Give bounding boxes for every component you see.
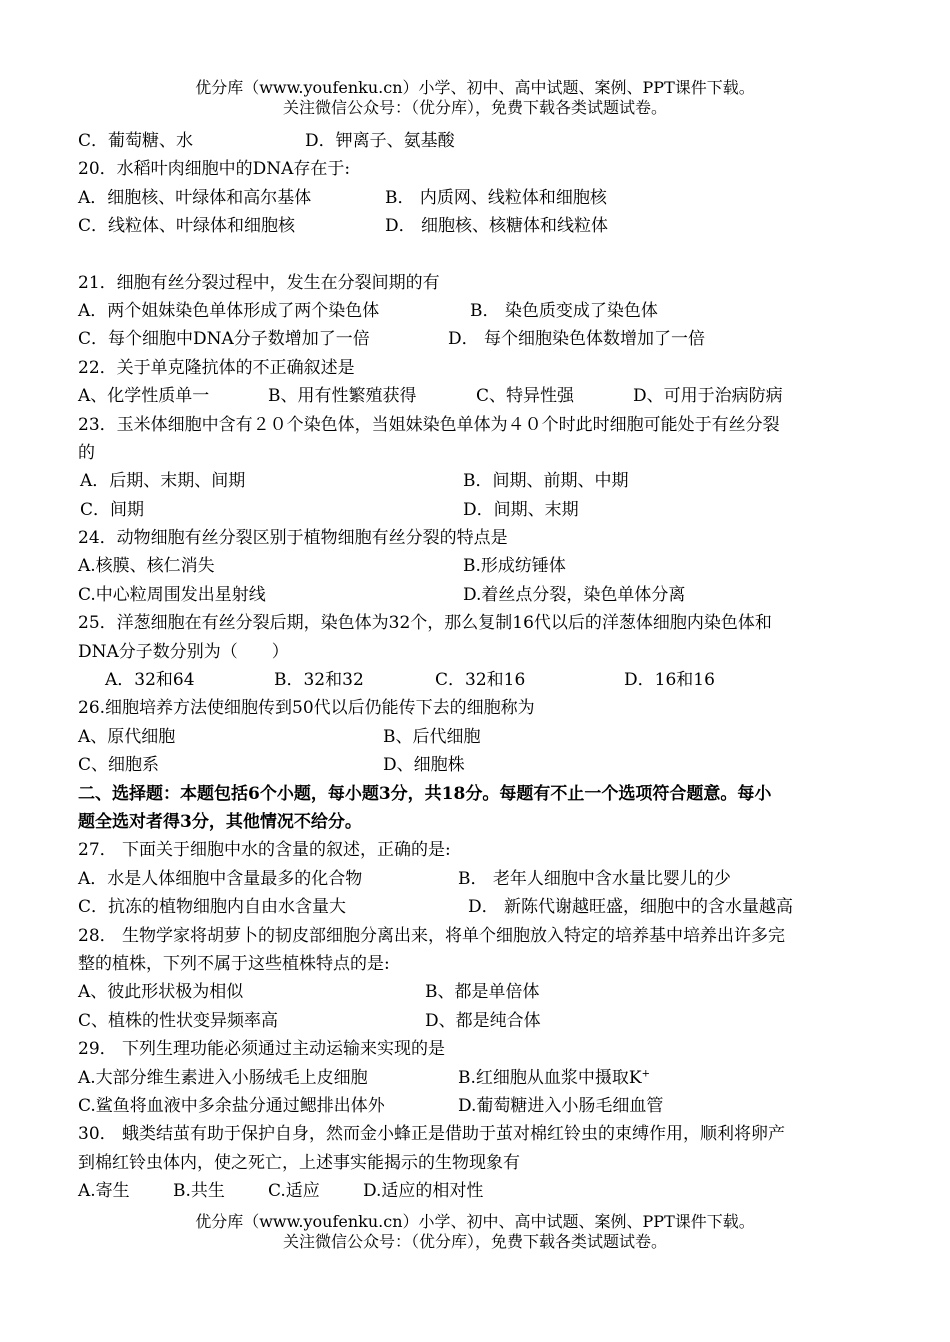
option-b: B．32和32 — [274, 670, 364, 691]
question-28-stem-line-1: 28． 生物学家将胡萝卜的韧皮部细胞分离出来，将单个细胞放入特定的培养基中培养出许多完 — [78, 925, 786, 946]
option-c: C、细胞系 — [78, 755, 160, 776]
question-25-stem-line-1: 25．洋葱细胞在有丝分裂后期，染色体为32个，那么复制16代以后的洋葱体细胞内染色体和 — [78, 613, 772, 634]
question-30-stem-line-1: 30． 蛾类结茧有助于保护自身，然而金小蜂正是借助于茧对棉红铃虫的束缚作用，顺利将卵产 — [78, 1124, 786, 1145]
option-b: B．间期、前期、中期 — [463, 471, 629, 492]
question-20-options-cd — [78, 212, 878, 240]
question-27-options-ab — [78, 865, 878, 893]
question-26-options-cd — [78, 751, 878, 779]
question-26-stem: 26.细胞培养方法使细胞传到50代以后仍能传下去的细胞称为 — [78, 698, 535, 719]
option-c: C.中心粒周围发出星射线 — [78, 584, 266, 605]
option-b — [458, 1064, 650, 1092]
option-c: C．每个细胞中DNA分子数增加了一倍 — [78, 329, 370, 350]
option-d: D． 每个细胞染色体数增加了一倍 — [448, 329, 706, 350]
option-c: C.鲨鱼将血液中多余盐分通过鳃排出体外 — [78, 1095, 385, 1116]
option-b: B． 老年人细胞中含水量比婴儿的少 — [458, 868, 731, 889]
option-d: D.着丝点分裂，染色单体分离 — [463, 584, 686, 605]
question-23-options-cd — [78, 496, 878, 524]
question-28-options-ab — [78, 978, 878, 1006]
header-line-1: 优分库（www.youfenku.cn）小学、初中、高中试题、案例、PPT课件下载。 — [195, 78, 755, 97]
option-a: A、化学性质单一 — [78, 386, 210, 407]
question-25-options — [78, 666, 878, 694]
option-a: A．两个姐妹染色单体形成了两个染色体 — [78, 300, 380, 321]
option-b: B、都是单倍体 — [425, 982, 540, 1003]
question-25-stem-line-2: DNA分子数分别为（ ） — [78, 641, 289, 662]
header-line-2: 关注微信公众号：（优分库），免费下载各类试题试卷。 — [282, 98, 667, 117]
option-d: D．钾离子、氨基酸 — [305, 131, 455, 151]
footer-line-1: 优分库（www.youfenku.cn）小学、初中、高中试题、案例、PPT课件下载。 — [195, 1212, 755, 1231]
option-a: A、彼此形状极为相似 — [78, 982, 244, 1003]
option-d: D、可用于治病防病 — [633, 386, 783, 407]
option-c: C．抗冻的植物细胞内自由水含量大 — [78, 897, 347, 918]
option-c: C、植株的性状变异频率高 — [78, 1010, 279, 1031]
question-23-stem-line-2: 的 — [78, 442, 95, 463]
question-21-stem: 21．细胞有丝分裂过程中，发生在分裂间期的有 — [78, 272, 440, 293]
superscript-plus: + — [641, 1067, 650, 1079]
option-b: B、用有性繁殖获得 — [268, 386, 417, 407]
question-19-options — [78, 127, 878, 155]
question-21-options-cd — [78, 325, 878, 353]
question-28-options-cd — [78, 1007, 878, 1035]
option-c: C．32和16 — [435, 670, 526, 691]
question-23-stem-line-1: 23．玉米体细胞中含有２０个染色体，当姐妹染色单体为４０个时此时细胞可能处于有丝分裂 — [78, 414, 780, 435]
footer-line-2: 关注微信公众号：（优分库），免费下载各类试题试卷。 — [282, 1232, 667, 1251]
option-c: C．线粒体、叶绿体和细胞核 — [78, 216, 296, 237]
question-22-stem: 22．关于单克隆抗体的不正确叙述是 — [78, 357, 355, 378]
option-a: A.寄生 — [78, 1181, 130, 1202]
question-22-options — [78, 382, 878, 410]
exam-content — [78, 127, 878, 1205]
option-d: D． 新陈代谢越旺盛，细胞中的含水量越高 — [468, 897, 794, 918]
question-20-stem: 20．水稻叶肉细胞中的DNA存在于: — [78, 159, 351, 180]
option-d: D、都是纯合体 — [425, 1010, 541, 1031]
option-a: A.核膜、核仁消失 — [78, 556, 215, 577]
question-27-options-cd — [78, 893, 878, 921]
question-30-options — [78, 1177, 878, 1205]
option-a: A．水是人体细胞中含量最多的化合物 — [78, 868, 363, 889]
option-a: A．后期、末期、间期 — [80, 471, 246, 492]
question-29-options-ab — [78, 1064, 878, 1092]
option-d: D． 细胞核、核糖体和线粒体 — [385, 216, 609, 237]
option-c: C.适应 — [268, 1181, 320, 1202]
option-a: A.大部分维生素进入小肠绒毛上皮细胞 — [78, 1067, 368, 1088]
option-b-text: B.红细胞从血浆中摄取K — [458, 1067, 642, 1088]
question-28-stem-line-2: 整的植株，下列不属于这些植株特点的是: — [78, 953, 390, 974]
question-29-options-cd — [78, 1092, 878, 1120]
question-20-options-ab — [78, 184, 878, 212]
spacer — [78, 241, 878, 269]
question-21-options-ab — [78, 297, 878, 325]
page-footer — [0, 1212, 950, 1252]
question-30-stem-line-2: 到棉红铃虫体内，使之死亡，上述事实能揭示的生物现象有 — [78, 1152, 520, 1173]
section-2-title-line-2: 题全选对者得3分，其他情况不给分。 — [78, 811, 362, 832]
question-23-options-ab — [78, 467, 878, 495]
question-27-stem: 27． 下面关于细胞中水的含量的叙述，正确的是: — [78, 840, 451, 861]
option-c: C．间期 — [80, 499, 145, 520]
option-d: D．间期、末期 — [463, 499, 579, 520]
option-c: C、特异性强 — [476, 386, 575, 407]
option-d: D.葡萄糖进入小肠毛细血管 — [458, 1095, 664, 1116]
option-c: C．葡萄糖、水 — [78, 131, 194, 151]
page-header — [0, 78, 950, 118]
question-26-options-ab — [78, 723, 878, 751]
option-b: B、后代细胞 — [383, 726, 481, 747]
option-a: A．32和64 — [105, 670, 195, 691]
question-29-stem: 29． 下列生理功能必须通过主动运输来实现的是 — [78, 1039, 446, 1060]
option-a: A．细胞核、叶绿体和高尔基体 — [78, 187, 312, 208]
option-b: B.形成纺锤体 — [463, 556, 566, 577]
option-b: B． 内质网、线粒体和细胞核 — [385, 187, 607, 208]
section-2-title-line-1: 二、选择题：本题包括6个小题，每小题3分，共18分。每题有不止一个选项符合题意。每小 — [78, 783, 772, 804]
question-24-options-cd — [78, 581, 878, 609]
option-d: D．16和16 — [624, 670, 715, 691]
option-b: B.共生 — [173, 1181, 225, 1202]
question-24-options-ab — [78, 552, 878, 580]
question-24-stem: 24．动物细胞有丝分裂区别于植物细胞有丝分裂的特点是 — [78, 528, 508, 549]
option-b: B． 染色质变成了染色体 — [470, 300, 658, 321]
option-d: D、细胞株 — [383, 755, 465, 776]
option-d: D.适应的相对性 — [363, 1181, 484, 1202]
option-a: A、原代细胞 — [78, 726, 176, 747]
